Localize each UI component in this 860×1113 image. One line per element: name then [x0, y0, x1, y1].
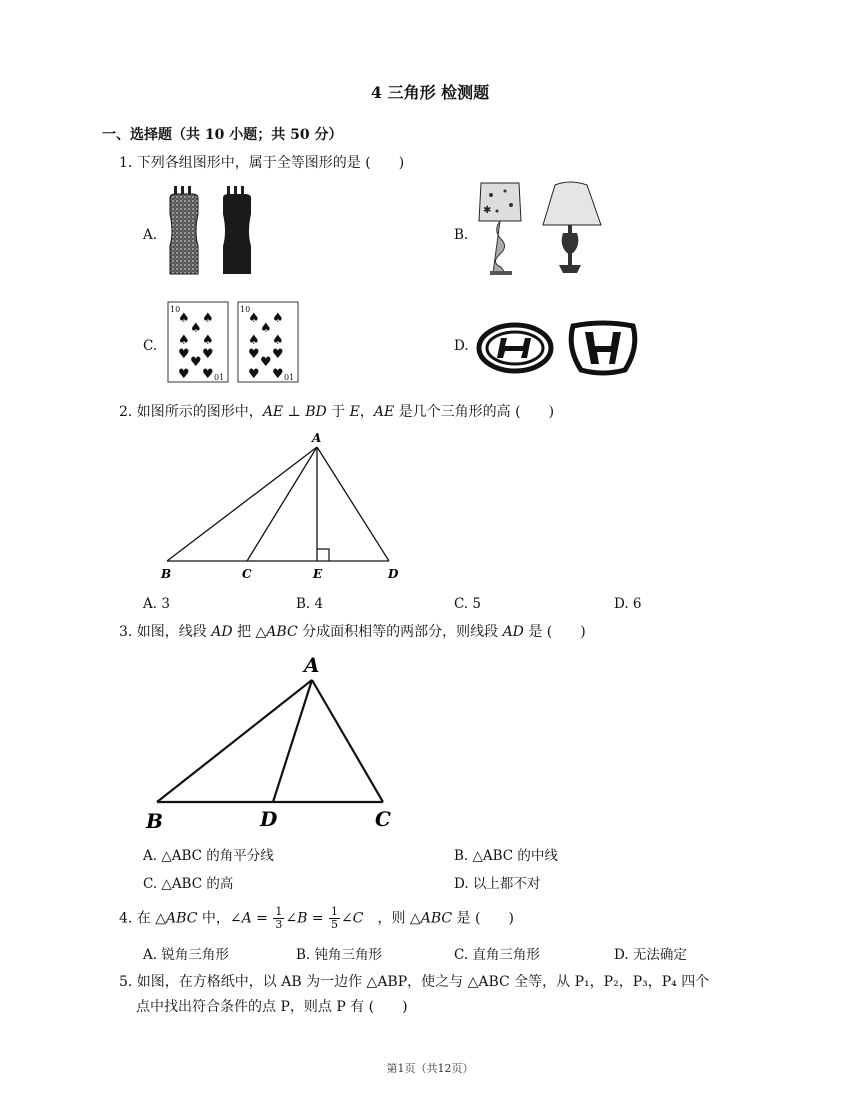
q2-stem-mid: 于: [326, 404, 350, 420]
q4-option-a: A. 锐角三角形: [143, 947, 229, 963]
q4-suffix-pre: ，则 △: [363, 910, 421, 927]
q2-option-c: C. 5: [454, 596, 482, 612]
q4-fraction-one-fifth: [329, 906, 340, 931]
svg-text:♥: ♥: [248, 347, 260, 362]
svg-text:♥: ♥: [178, 367, 190, 382]
svg-text:♠: ♠: [272, 311, 284, 326]
svg-text:♠: ♠: [272, 333, 284, 348]
q3-option-d: D. 以上都不对: [454, 876, 541, 892]
svg-text:01: 01: [214, 373, 225, 382]
q3-math-abc: ABC: [266, 624, 298, 640]
q2-math-ae-perp-bd: AE ⊥ BD: [262, 404, 327, 420]
q1-option-c-label: C.: [143, 338, 158, 354]
q2-label-a: A: [312, 431, 322, 445]
svg-text:♥: ♥: [190, 355, 202, 370]
svg-text:♥: ♥: [260, 355, 272, 370]
q1-option-b-label: B.: [454, 227, 469, 243]
svg-text:♥: ♥: [272, 347, 284, 362]
q3-stem-mid2: 分成面积相等的两部分，则线段: [297, 624, 503, 640]
question-2-stem: [119, 402, 554, 422]
svg-text:✱: ✱: [483, 205, 492, 216]
svg-text:♥: ♥: [248, 367, 260, 382]
q1-option-d-image-car-logos: [475, 318, 645, 382]
q1-option-c-image-playing-cards: [164, 300, 304, 390]
q4-fraction-one-third: [273, 906, 284, 931]
q2-label-b: B: [161, 567, 172, 581]
svg-text:♠: ♠: [248, 333, 260, 348]
question-5-stem-line2: 点中找出符合条件的点 P，则点 P 有 ( ): [136, 999, 408, 1015]
question-3-stem: [119, 622, 586, 642]
q3-math-ad: AD: [211, 624, 233, 640]
q4-frac1-denominator: 3: [275, 918, 283, 931]
svg-text:♥: ♥: [202, 347, 214, 362]
q3-label-b: B: [146, 809, 163, 833]
q2-triangle-figure: [150, 425, 420, 589]
q4-frac2-numerator: 1: [331, 905, 339, 918]
q1-option-a-image-bottles: [164, 184, 270, 284]
q4-option-d: D. 无法确定: [614, 947, 687, 963]
svg-text:♠: ♠: [248, 311, 260, 326]
q4-angle-b: ∠B: [285, 910, 308, 927]
q2-math-ae: AE: [373, 404, 395, 420]
q3-math-ad-2: AD: [502, 624, 524, 640]
q1-option-d-label: D.: [454, 338, 469, 354]
question-5-stem-line1: 5. 如图，在方格纸中，以 AB 为一边作 △ABP，使之与 △ABC 全等，从 P₁，P₂，P₃，P₄ 四个: [119, 974, 710, 990]
q4-frac2-denominator: 5: [331, 918, 339, 931]
q1-option-a-label: A.: [143, 227, 158, 243]
q1-option-b-image-lamps: [475, 179, 610, 283]
q3-stem-mid1: 把 △: [232, 624, 267, 640]
q4-suffix: 是 ( ): [452, 910, 514, 927]
svg-text:♥: ♥: [272, 367, 284, 382]
q4-eq1: =: [251, 910, 273, 927]
svg-text:♠: ♠: [202, 311, 214, 326]
q2-stem-prefix: 2. 如图所示的图形中，: [119, 404, 263, 420]
q3-option-a: A. △ABC 的角平分线: [143, 848, 274, 864]
svg-text:01: 01: [284, 373, 295, 382]
q4-math-abc-2: ABC: [420, 910, 453, 927]
q4-option-c: C. 直角三角形: [454, 947, 540, 963]
q2-comma: ，: [359, 404, 374, 420]
q3-label-a: A: [304, 653, 320, 677]
question-4-stem: [119, 906, 514, 931]
svg-text:♠: ♠: [178, 333, 190, 348]
q3-label-d: D: [260, 807, 278, 831]
q2-option-d: D. 6: [614, 596, 642, 612]
svg-text:♥: ♥: [202, 367, 214, 382]
svg-text:10: 10: [240, 305, 251, 314]
q2-stem-suffix: 是几个三角形的高 ( ): [394, 404, 555, 420]
question-1-stem: 1. 下列各组图形中，属于全等图形的是 ( ): [119, 155, 405, 171]
q4-mid: 中，∠: [197, 910, 242, 927]
q2-option-a: A. 3: [143, 596, 170, 612]
q3-option-b: B. △ABC 的中线: [454, 848, 558, 864]
q3-option-c: C. △ABC 的高: [143, 876, 234, 892]
svg-text:♥: ♥: [178, 347, 190, 362]
page-footer: 第1页（共12页）: [386, 1062, 474, 1075]
q4-math-a: A: [241, 910, 252, 927]
svg-text:♠: ♠: [178, 311, 190, 326]
q2-label-d: D: [388, 567, 399, 581]
section-heading: 一、选择题（共 10 小题；共 50 分）: [102, 127, 343, 143]
q3-stem-suffix: 是 ( ): [523, 624, 586, 640]
q2-option-b: B. 4: [296, 596, 324, 612]
q4-math-abc: ABC: [166, 910, 198, 927]
page-title: 4 三角形 检测题: [370, 83, 490, 102]
svg-text:♠: ♠: [202, 333, 214, 348]
q2-point-e: E: [349, 404, 360, 420]
q4-angle-c: ∠C: [341, 910, 364, 927]
q4-prefix: 4. 在 △: [119, 910, 167, 927]
q2-label-c: C: [242, 567, 252, 581]
q4-option-b: B. 钝角三角形: [296, 947, 383, 963]
q3-label-c: C: [375, 807, 391, 831]
q3-stem-prefix: 3. 如图，线段: [119, 624, 212, 640]
svg-text:10: 10: [170, 305, 181, 314]
q2-label-e: E: [313, 567, 323, 581]
q4-eq2: =: [307, 910, 329, 927]
q4-frac1-numerator: 1: [275, 905, 283, 918]
q3-triangle-figure: [140, 650, 410, 839]
svg-text:♠: ♠: [260, 321, 272, 336]
svg-text:♠: ♠: [190, 321, 202, 336]
